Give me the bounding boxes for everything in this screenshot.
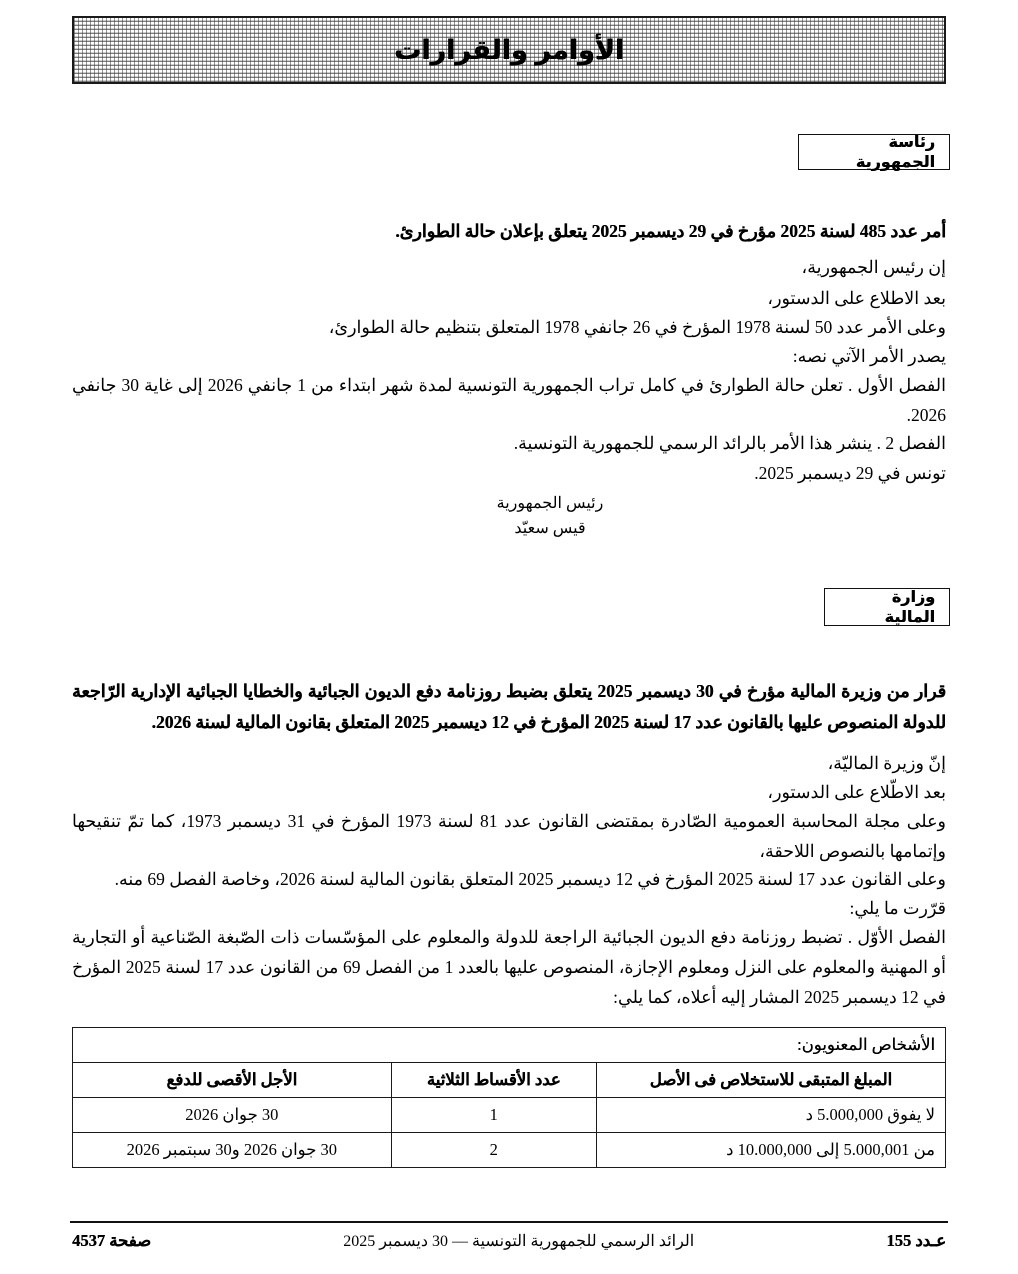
signature-name: قيس سعيّد [514,519,586,537]
table-body [73,1028,946,1168]
page-banner [72,16,946,84]
decree-presidency-article-2: الفصل 2 . ينشر هذا الأمر بالرائد الرسمي للجمهورية التونسية. [513,433,946,453]
decree-presidency-article-1: الفصل الأول . تعلن حالة الطوارئ في كامل تراب الجمهورية التونسية لمدة شهر ابتداء من 1 جانفي 2026 إلى غاية 30 جانفي 2026. [72,375,946,426]
section-label-finance: وزارة المالية [824,588,950,626]
decree-finance-line-3: وعلى مجلة المحاسبة العمومية الصّادرة بمقتضى القانون عدد 81 لسنة 1973 المؤرخ في 31 ديسمبر 1973، كما تمّ تنقيحها وإتمامها بالنصوص اللاحقة، [72,811,946,862]
cell-installments: 1 [391,1098,596,1133]
decree-finance-line-4: وعلى القانون عدد 17 لسنة 2025 المؤرخ في 12 ديسمبر 2025 المتعلق بقانون المالية لسنة 2026، وخاصة الفصل 69 منه. [114,869,946,889]
footer-gazette-info: الرائد الرسمي للجمهورية التونسية — 30 ديسمبر 2025 [343,1233,695,1250]
banner-title: الأوامر والقرارات [394,34,625,65]
decree-presidency-line-1: إن رئيس الجمهورية، [801,257,946,277]
column-header-deadline: الأجل الأقصى للدفع [73,1063,392,1098]
table-group-row [73,1028,946,1063]
cell-deadline: 30 جوان 2026 و30 سبتمبر 2026 [73,1133,392,1168]
decree-finance-line-1: إنّ وزيرة الماليّة، [827,753,946,773]
table-header-row [73,1063,946,1098]
decree-presidency-place-date: تونس في 29 ديسمبر 2025. [754,463,946,483]
decree-presidency-line-2: بعد الاطلاع على الدستور، [767,288,946,308]
signature-block [450,492,650,542]
decree-finance-line-2: بعد الاطّلاع على الدستور، [767,782,946,802]
cell-deadline: 30 جوان 2026 [73,1098,392,1133]
decree-presidency-title: أمر عدد 485 لسنة 2025 مؤرخ في 29 ديسمبر 2025 يتعلق بإعلان حالة الطوارئ. [395,221,946,241]
payment-schedule-table [72,1027,946,1168]
column-header-installments: عدد الأقساط الثلاثية [391,1063,596,1098]
section-label-presidency: رئاسة الجمهورية [798,134,950,170]
decree-finance-article-1: الفصل الأوّل . تضبط روزنامة دفع الديون الجبائية الراجعة للدولة والمعلوم على المؤسّسات ذات الصّبغة الصّناعية أو التجارية أو المهنية والمعلوم على النزل ومعلوم الإجازة، المنصوص عليها بالعدد 1 من الفصل 69 من القانون عدد 17 لسنة 2025 المؤرخ في 12 ديسمبر 2025 المشار إليه أعلاه، كما يلي: [72,927,947,1008]
page-footer [72,1231,946,1251]
footer-page-number: صفحة 4537 [72,1231,151,1250]
signature-role: رئيس الجمهورية [496,495,604,512]
table-row [73,1098,946,1133]
decree-finance-title: قرار من وزيرة المالية مؤرخ في 30 ديسمبر 2025 يتعلق بضبط روزنامة دفع الديون الجبائية والخطايا الجبائية الإدارية الرّاجعة للدولة المنصوص عليها بالقانون عدد 17 لسنة 2025 المؤرخ في 12 ديسمبر 2025 المتعلق بقانون المالية لسنة 2026. [72,681,946,733]
cell-installments: 2 [391,1133,596,1168]
decree-finance-line-5: قرّرت ما يلي: [849,898,946,918]
table-group-header: الأشخاص المعنويون: [73,1028,946,1063]
cell-amount: لا يفوق 5.000,000 د [596,1098,945,1133]
banner-pattern [72,16,946,84]
payment-schedule-table-wrap [72,1027,946,1168]
decree-presidency-line-3: وعلى الأمر عدد 50 لسنة 1978 المؤرخ في 26 جانفي 1978 المتعلق بتنظيم حالة الطوارئ، [328,317,946,337]
table-row [73,1133,946,1168]
footer-issue-number: عـدد 155 [886,1231,946,1250]
column-header-amount: المبلغ المتبقى للاستخلاص فى الأصل [596,1063,945,1098]
decree-presidency-line-4: يصدر الأمر الآتي نصه: [792,346,946,366]
footer-divider [70,1221,948,1223]
cell-amount: من 5.000,001 إلى 10.000,000 د [596,1133,945,1168]
